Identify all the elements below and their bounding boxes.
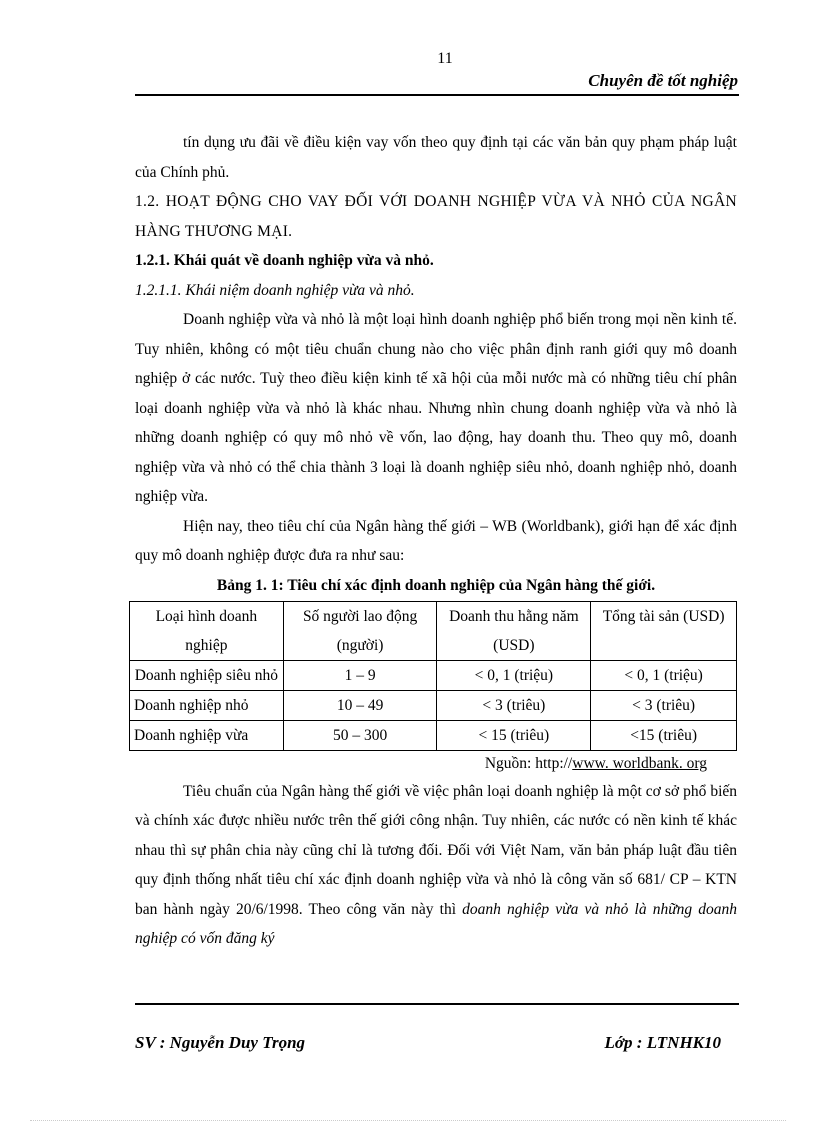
table-row — [130, 660, 737, 690]
footer-rule — [135, 1003, 739, 1005]
table-header-cell: Số người lao động (người) — [283, 601, 437, 660]
header-title: Chuyên đề tốt nghiệp — [588, 71, 738, 90]
table-header-cell: Loại hình doanh nghiệp — [130, 601, 284, 660]
source-prefix: Nguồn: http:// — [484, 754, 573, 772]
table-cell: < 0, 1 (triệu) — [591, 660, 737, 690]
table-cell: 1 – 9 — [283, 660, 437, 690]
table-cell: < 3 (triêu) — [591, 690, 737, 720]
section-heading-1-2-1: 1.2.1. Khái quát về doanh nghiệp vừa và nhỏ. — [135, 252, 434, 269]
footer-student: SV : Nguyễn Duy Trọng — [135, 1033, 306, 1052]
table-row — [130, 720, 737, 750]
page-edge-divider — [30, 1120, 786, 1121]
table-cell: < 0, 1 (triệu) — [437, 660, 591, 690]
paragraph-credit: tín dụng ưu đãi về điều kiện vay vốn theo quy định tại các văn bản quy phạm pháp luật của Chính phủ. — [135, 134, 737, 181]
table-cell: 50 – 300 — [283, 720, 437, 750]
table-row — [130, 690, 737, 720]
table-caption: Bảng 1. 1: Tiêu chí xác định doanh nghiệp của Ngân hàng thế giới. — [216, 576, 656, 594]
footer-class: Lớp : LTNHK10 — [604, 1033, 721, 1052]
table-cell: < 15 (triêu) — [437, 720, 591, 750]
document-body — [135, 128, 737, 954]
table-cell: Doanh nghiệp siêu nhỏ — [130, 660, 284, 690]
paragraph-worldbank-standard — [135, 777, 737, 954]
header-rule — [135, 94, 739, 96]
paragraph-text: Tiêu chuẩn của Ngân hàng thế giới về việc phân loại doanh nghiệp là một cơ sở phổ biến và chính xác được nhiều nước trên thế giới công nhận. Tuy nhiên, các nước có nền kinh tế khác nhau thì sự phân chia này cũng chỉ là tương đối. Đối với Việt Nam, văn bản pháp luật đầu tiên quy định thống nhất tiêu chí xác định doanh nghiệp vừa và nhỏ là công văn số 681/ CP – KTN ban hành ngày 20/6/1998. Theo công văn này thì — [135, 782, 737, 918]
table-cell: Doanh nghiệp vừa — [130, 720, 284, 750]
table-header-cell: Tổng tài sản (USD) — [591, 601, 737, 660]
section-heading-1-2: 1.2. HOẠT ĐỘNG CHO VAY ĐỐI VỚI DOANH NGHIỆP VỪA VÀ NHỎ CỦA NGÂN HÀNG THƯƠNG MẠI. — [135, 193, 737, 240]
page-number: 11 — [437, 50, 453, 67]
table-cell: 10 – 49 — [283, 690, 437, 720]
section-heading-1-2-1-1: 1.2.1.1. Khái niệm doanh nghiệp vừa và nhỏ. — [135, 281, 415, 299]
paragraph-worldbank-intro: Hiện nay, theo tiêu chí của Ngân hàng thế giới – WB (Worldbank), giới hạn để xác định quy mô doanh nghiệp được đưa ra như sau: — [135, 517, 737, 564]
paragraph-italic-text: doanh nghiệp vừa và nhỏ là những doanh nghiệp có vốn đăng ký — [135, 900, 737, 947]
table-cell: <15 (triêu) — [591, 720, 737, 750]
paragraph-sme-definition: Doanh nghiệp vừa và nhỏ là một loại hình doanh nghiệp phổ biến trong mọi nền kinh tế. Tuy nhiên, không có một tiêu chuẩn chung nào cho việc phân định ranh giới quy mô doanh nghiệp ở các nước. Tuỳ theo điều kiện kinh tế xã hội của mỗi nước mà có những tiêu chí phân loại doanh nghiệp vừa và nhỏ là khác nhau. Nhưng nhìn chung doanh nghiệp vừa và nhỏ là những doanh nghiệp có quy mô nhỏ về vốn, lao động, hay doanh thu. Theo quy mô, doanh nghiệp vừa và nhỏ có thể chia thành 3 loại là doanh nghiệp siêu nhỏ, doanh nghiệp nhỏ, doanh nghiệp vừa. — [135, 311, 737, 505]
table-source — [135, 751, 737, 777]
source-link[interactable]: www. worldbank. org — [572, 754, 707, 772]
table-header-row — [130, 601, 737, 660]
table-header-cell: Doanh thu hằng năm (USD) — [437, 601, 591, 660]
table-cell: < 3 (triêu) — [437, 690, 591, 720]
table-cell: Doanh nghiệp nhỏ — [130, 690, 284, 720]
criteria-table — [129, 601, 737, 751]
